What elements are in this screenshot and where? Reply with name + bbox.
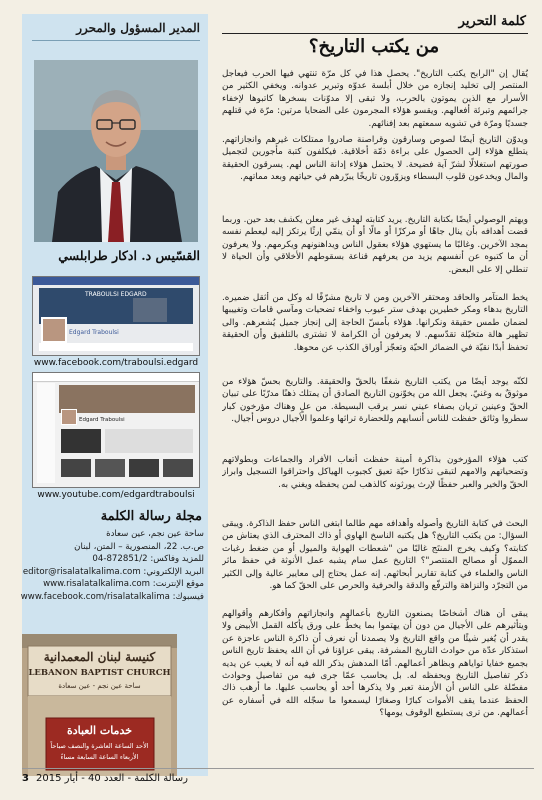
phone-fax: للمزيد وفاكس: 872851/2-04 — [92, 554, 204, 565]
yt-thumb — [163, 459, 193, 477]
article-paragraph: يُقال إن "الرابح يكتب التاريخ". يحصل هذا في كل مرّة تنتهي فيها الحرب فيعاجل المنتصر إلى تخليد إنجازه من خلال أبلسة عدوّه وتبرير عدوانه. ويخفي الكثير من الأسرار مع الذين يموتون بالحرب، ولا تبقى إلا مدوّنات بسخرها كاتبوها لإخفاء جرائمهم وتبرئة أفعالهم. ويقسو هؤلاء المجرمون على الضحايا مرتين: مرّة في قتلهم جسديًا ومرّة في تشويه سمعتهم بعد إفنائهم. — [222, 69, 528, 129]
yt-video-thumb — [61, 429, 101, 453]
article-paragraph: لكنّه يوجد أيضًا من يكتب التاريخ شغفًا بالحقّ والحقيقة. والتاريخ بحسّ هؤلاء من موثوقٌ به وغنيّ. يجعل الله من يخوّنون التاريخ الصادق أن يمتلك ذهنًا مدرّبًا على تبيان الحقّ وعينين تريان بصفاء عيني نسر يرقب البسيطة. من علٍ وهناك مؤرخون كبار سطروا وثائق حفظت للناس أنسابهم وللحضارة تراثها وعلموا الأجيال دروس أجيال. — [222, 377, 528, 425]
yt-topbar — [33, 373, 199, 382]
fb-profile-picture — [41, 317, 67, 343]
sidebar-header — [32, 20, 200, 41]
church-sign-english: LEBANON BAPTIST CHURCH — [28, 668, 171, 678]
church-sign-photo — [22, 634, 177, 776]
fb-topbar — [33, 277, 199, 285]
services-sunday: الأحد الساعة العاشرة والنصف صباحاً — [50, 742, 149, 750]
email[interactable]: البريد الإلكتروني: editor@risalatalkalima.com — [22, 566, 204, 577]
address-line: ساحة عين نجم، عين سعادة — [106, 529, 204, 539]
facebook-link[interactable]: www.facebook.com/traboulsi.edgard — [33, 358, 199, 368]
article — [218, 0, 534, 800]
fb-banner-text: TRABOULSI EDGARD — [85, 291, 147, 298]
page-number: 3 — [22, 773, 29, 784]
editor-portrait — [34, 60, 198, 242]
yt-sidebar — [37, 383, 55, 483]
page-footer — [22, 768, 534, 789]
article-title: من يكتب التاريخ؟ — [308, 36, 440, 57]
yt-thumb — [129, 459, 159, 477]
editor-name: القسّيس د. ادكار طرابلسي — [58, 248, 200, 263]
yt-channel-avatar — [61, 409, 77, 425]
yt-thumb — [61, 459, 91, 477]
youtube-screenshot — [32, 372, 200, 488]
yt-thumb — [95, 459, 125, 477]
article-paragraph: كتب هؤلاء المؤرخون بذاكرة أمينة حفظت أنعاب الأفراد والجماعات وبطولاتهم وتضحياتهم والامهم لتبقى تذكارًا حيّة تعيق كجبوب الهياكل واحتراقوا التسجيل وابراز الحقّ والخير والعبر حفظًا لإرث يورثونه كالذهب لمن يحفظه ويغني به. — [222, 455, 528, 490]
fb-cover-photo — [133, 298, 167, 322]
editor-heading: المدير المسؤول والمحرر — [76, 21, 200, 35]
address-line: ص.ب. 22، المنصورية – المتن، لبنان — [74, 541, 204, 552]
services-wednesday: الأربعاء الساعة السابعة مساءً — [60, 753, 139, 761]
yt-video-info — [105, 429, 193, 453]
services-title: خدمات العبادة — [66, 724, 133, 737]
section-label: كلمة التحرير — [458, 14, 526, 29]
footer-issue: رسالة الكلمة - العدد 40 - أيار 2015 — [36, 773, 188, 784]
yt-channel-name: Edgard Traboulsi — [79, 417, 125, 423]
church-sign-street: ساحة عين نجم - عين سعادة — [58, 682, 141, 690]
header-rule — [222, 33, 528, 34]
church-sign-arabic: كنيسة لبنان المعمدانية — [43, 650, 156, 664]
magazine-title: مجلة رسالة الكلمة — [100, 509, 202, 524]
website[interactable]: موقع الإنترنت: www.risalatalkalima.com — [43, 579, 204, 590]
youtube-link[interactable]: www.youtube.com/edgardtraboulsi — [37, 490, 195, 500]
yt-channel-banner — [59, 385, 195, 413]
article-paragraph: يبقى أن هناك أشخاصًا يصنعون التاريخ بأعمالهم وانجازاتهم وأفكارهم وأقوالهم ويتأثيرهم على الأجيال من دون أن يهتموا بما يخطّ على ورق يأكله القمل الأبيض ولا يقدر أن يُغير شيئًا من واقع التاريخ ولا يصمدنا أن نعرف أن ذاكرة الناس عاجزة عن استذكار عدّة من حوادث التاريخ المشرفة. يبقى عزاؤنا في أن الله يحفظ تاريخ الناس بجميع خفايا تواياهم وبظاهر أعمالهم. أمّا المدهش بذكر الله فيه أنه لا يغيب عن يديه ذكر تفاصيل التاريخ ويحفظه له. بل يحاسب عمّا جرى فيه من تفاصيل وحوادث مفصّلة على الناس أن الأزمنة تعبر ولا يذكرها أحد أو يحاسب عليها. ما أرهب ذاك الحفظ عندما يقف الأموات كبارًا وصغارًا ليسمعوا ما سجّله الله في أسفاره عن أعمالهم. من ترى يستطيع الوقوف يومها؟ — [222, 609, 528, 719]
fb-profile-name: Edgard Traboulsi — [69, 329, 119, 336]
editor-photo — [34, 60, 198, 242]
contact-info — [20, 528, 204, 604]
article-paragraph: يخط المتآمر والحاقد ومحتقر الآخرين ومن لا تاريخ مشرّفًا له وكل من أثقل ضميره. التاريخ بدهاء ومكر خطيرين بهدف ستر عيوب واخفاء تضحيات ومآسي قامات وتغييبها لضمان طمس حقيقة ونكرانها. هؤلاء بأمسّ الحاجة إلى إنجاز جميل يُشعرهم. والى تظهير هالة متخيّلة تقدّسهم. لا يعرفون أن الكرامة لا تشترى بالتلفيق وأن الحقيقة تحفظ أبدًا نقيّة في الضمائر الحيّة وتعجّز أوراق الكذب عن محوها. — [222, 293, 528, 353]
article-paragraph: ويدوّن التاريخ أيضًا لصوص وسارقون وقراصنة صادروا ممتلكات غيرهم وانجازاتهم. يتطلع هؤلاء إلى الحصول على براءة ذمّة أخلاقية. فيكلفون كتبة مأجورين لتجميل صورتهم استغلالًا لشرّ آية فضيحة. لا يحتمل هؤلاء إدانة الناس لهم. يسرقون الحقيقة والمال ويخدعون قلوب البسطاء ويزوّرون تاريخًا يبرّرهم في حياتهم وبعد مماتهم. — [222, 135, 528, 183]
article-paragraph: البحث في كتابة التاريخ وأصوله وأهدافه مهم طالما ابتغى الناس حفظ الذاكرة. ويبقى السؤال: من يكتب التاريخ؟ هل يكتبه الناسخ الهاوي أو ذاك المحترف الذي يعتاش من كتابته؟ وكيف يخرج المنتَج غالبًا من "شعطات الهواية والميول أو من ضغط رغبات المموّل أو مصالح المنتصر"؟ التاريخ عمل سام يشبه عمل الأنوثة في حفظ ماثر الناس والعلماء في كتابة تقارير أبحاثهم. إنه عمل يحتاج إلى معايير عالية وإلى الكثير من التجرّد والنزاهة والترفّع والدقة والحرفية والحرص على الحقّ كما هو. — [222, 519, 528, 592]
facebook-page[interactable]: فيسبوك: www.facebook.com/risalatalkalima — [20, 591, 204, 602]
fb-tabs — [39, 343, 193, 351]
article-paragraph: ويهتم الوصولي أيضًا بكتابة التاريخ. يريد كتابته لهدف غير معلن يكشف بعد حين. وربما قضت أهدافه بأن ينال جاهًا أو مركزًا أو مالًا أو أن ينمّي إرثًا يرتكز إليه ليعطم نفسه بمجد الآخرين. وغالبًا ما يستهوي هؤلاء بعقول الناس ويداهنونهم ويكرمهم. ولا يعرفون أن ما كتبوه عن أنفسهم يزيد من يعرفهم قناعة بسقوطهم الأخلاقي وأن الحياة لا تنطلي إلا على البعض. — [222, 215, 528, 275]
facebook-screenshot — [32, 276, 200, 356]
